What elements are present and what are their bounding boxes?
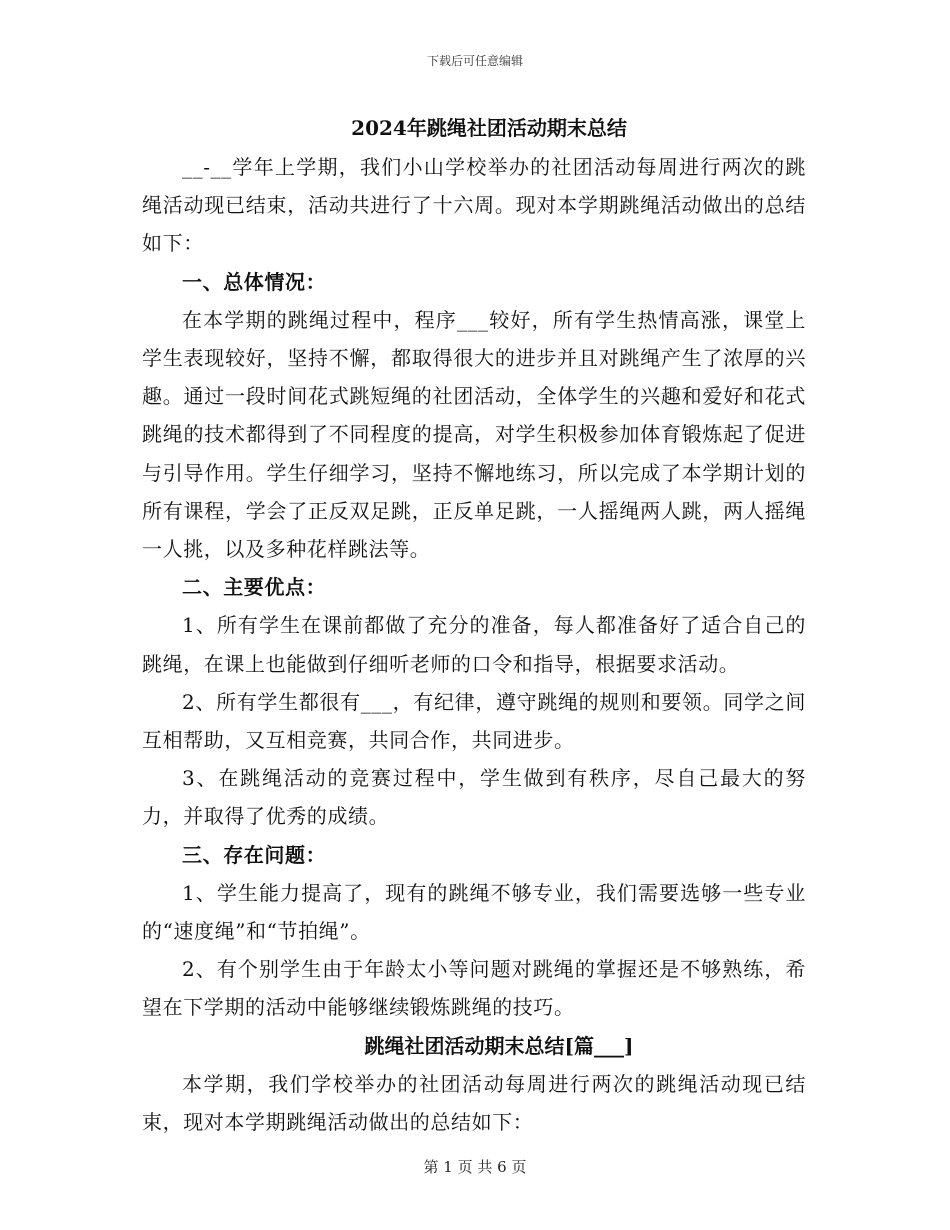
strength-item-2: 2、所有学生都很有___，有纪律，遵守跳绳的规则和要领。同学之间互相帮助，又互相竞赛，共同合作，共同进步。 xyxy=(142,689,806,753)
second-intro-paragraph: 本学期，我们学校举办的社团活动每周进行两次的跳绳活动现已结束，现对本学期跳绳活动做出的总结如下： xyxy=(142,1071,806,1134)
strength-item-3: 3、在跳绳活动的竞赛过程中，学生做到有秩序，尽自己最大的努力，并取得了优秀的成绩。 xyxy=(142,766,806,829)
section-heading-strengths: 二、主要优点： xyxy=(182,575,327,600)
section-heading-problems: 三、存在问题： xyxy=(182,842,327,867)
strength-item-1: 1、所有学生在课前都做了充分的准备，每人都准备好了适合自己的跳绳，在课上也能做到仔细听老师的口令和指导，根据要求活动。 xyxy=(142,613,806,676)
document-body xyxy=(142,108,806,1141)
page-header-note: 下载后可任意编辑 xyxy=(426,54,523,68)
problem-item-2: 2、有个别学生由于年龄太小等问题对跳绳的掌握还是不够熟练，希望在下学期的活动中能够继续锻炼跳绳的技巧。 xyxy=(142,957,806,1020)
intro-paragraph: __-__学年上学期，我们小山学校举办的社团活动每周进行两次的跳绳活动现已结束，活动共进行了十六周。现对本学期跳绳活动做出的总结如下： xyxy=(142,155,806,256)
page-footer: 第 1 页 共 6 页 xyxy=(423,1158,527,1176)
document-title: 2024年跳绳社团活动期末总结 xyxy=(351,116,627,140)
section-heading-overview: 一、总体情况： xyxy=(182,269,327,294)
second-document-title: 跳绳社团活动期末总结[篇___] xyxy=(364,1033,634,1058)
overview-paragraph: 在本学期的跳绳过程中，程序___较好，所有学生热情高涨，课堂上学生表现较好，坚持不懈，都取得很大的进步并且对跳绳产生了浓厚的兴趣。通过一段时间花式跳短绳的社团活动，全体学生的兴趣和爱好和花式跳绳的技术都得到了不同程度的提高，对学生积极参加体育锻炼起了促进与引导作用。学生仔细学习，坚持不懈地练习，所以完成了本学期计划的所有课程，学会了正反双足跳，正反单足跳，一人摇绳两人跳，两人摇绳一人挑，以及多种花样跳法等。 xyxy=(142,307,806,562)
problem-item-1: 1、学生能力提高了，现有的跳绳不够专业，我们需要选够一些专业的“速度绳”和“节拍绳”。 xyxy=(142,880,806,944)
